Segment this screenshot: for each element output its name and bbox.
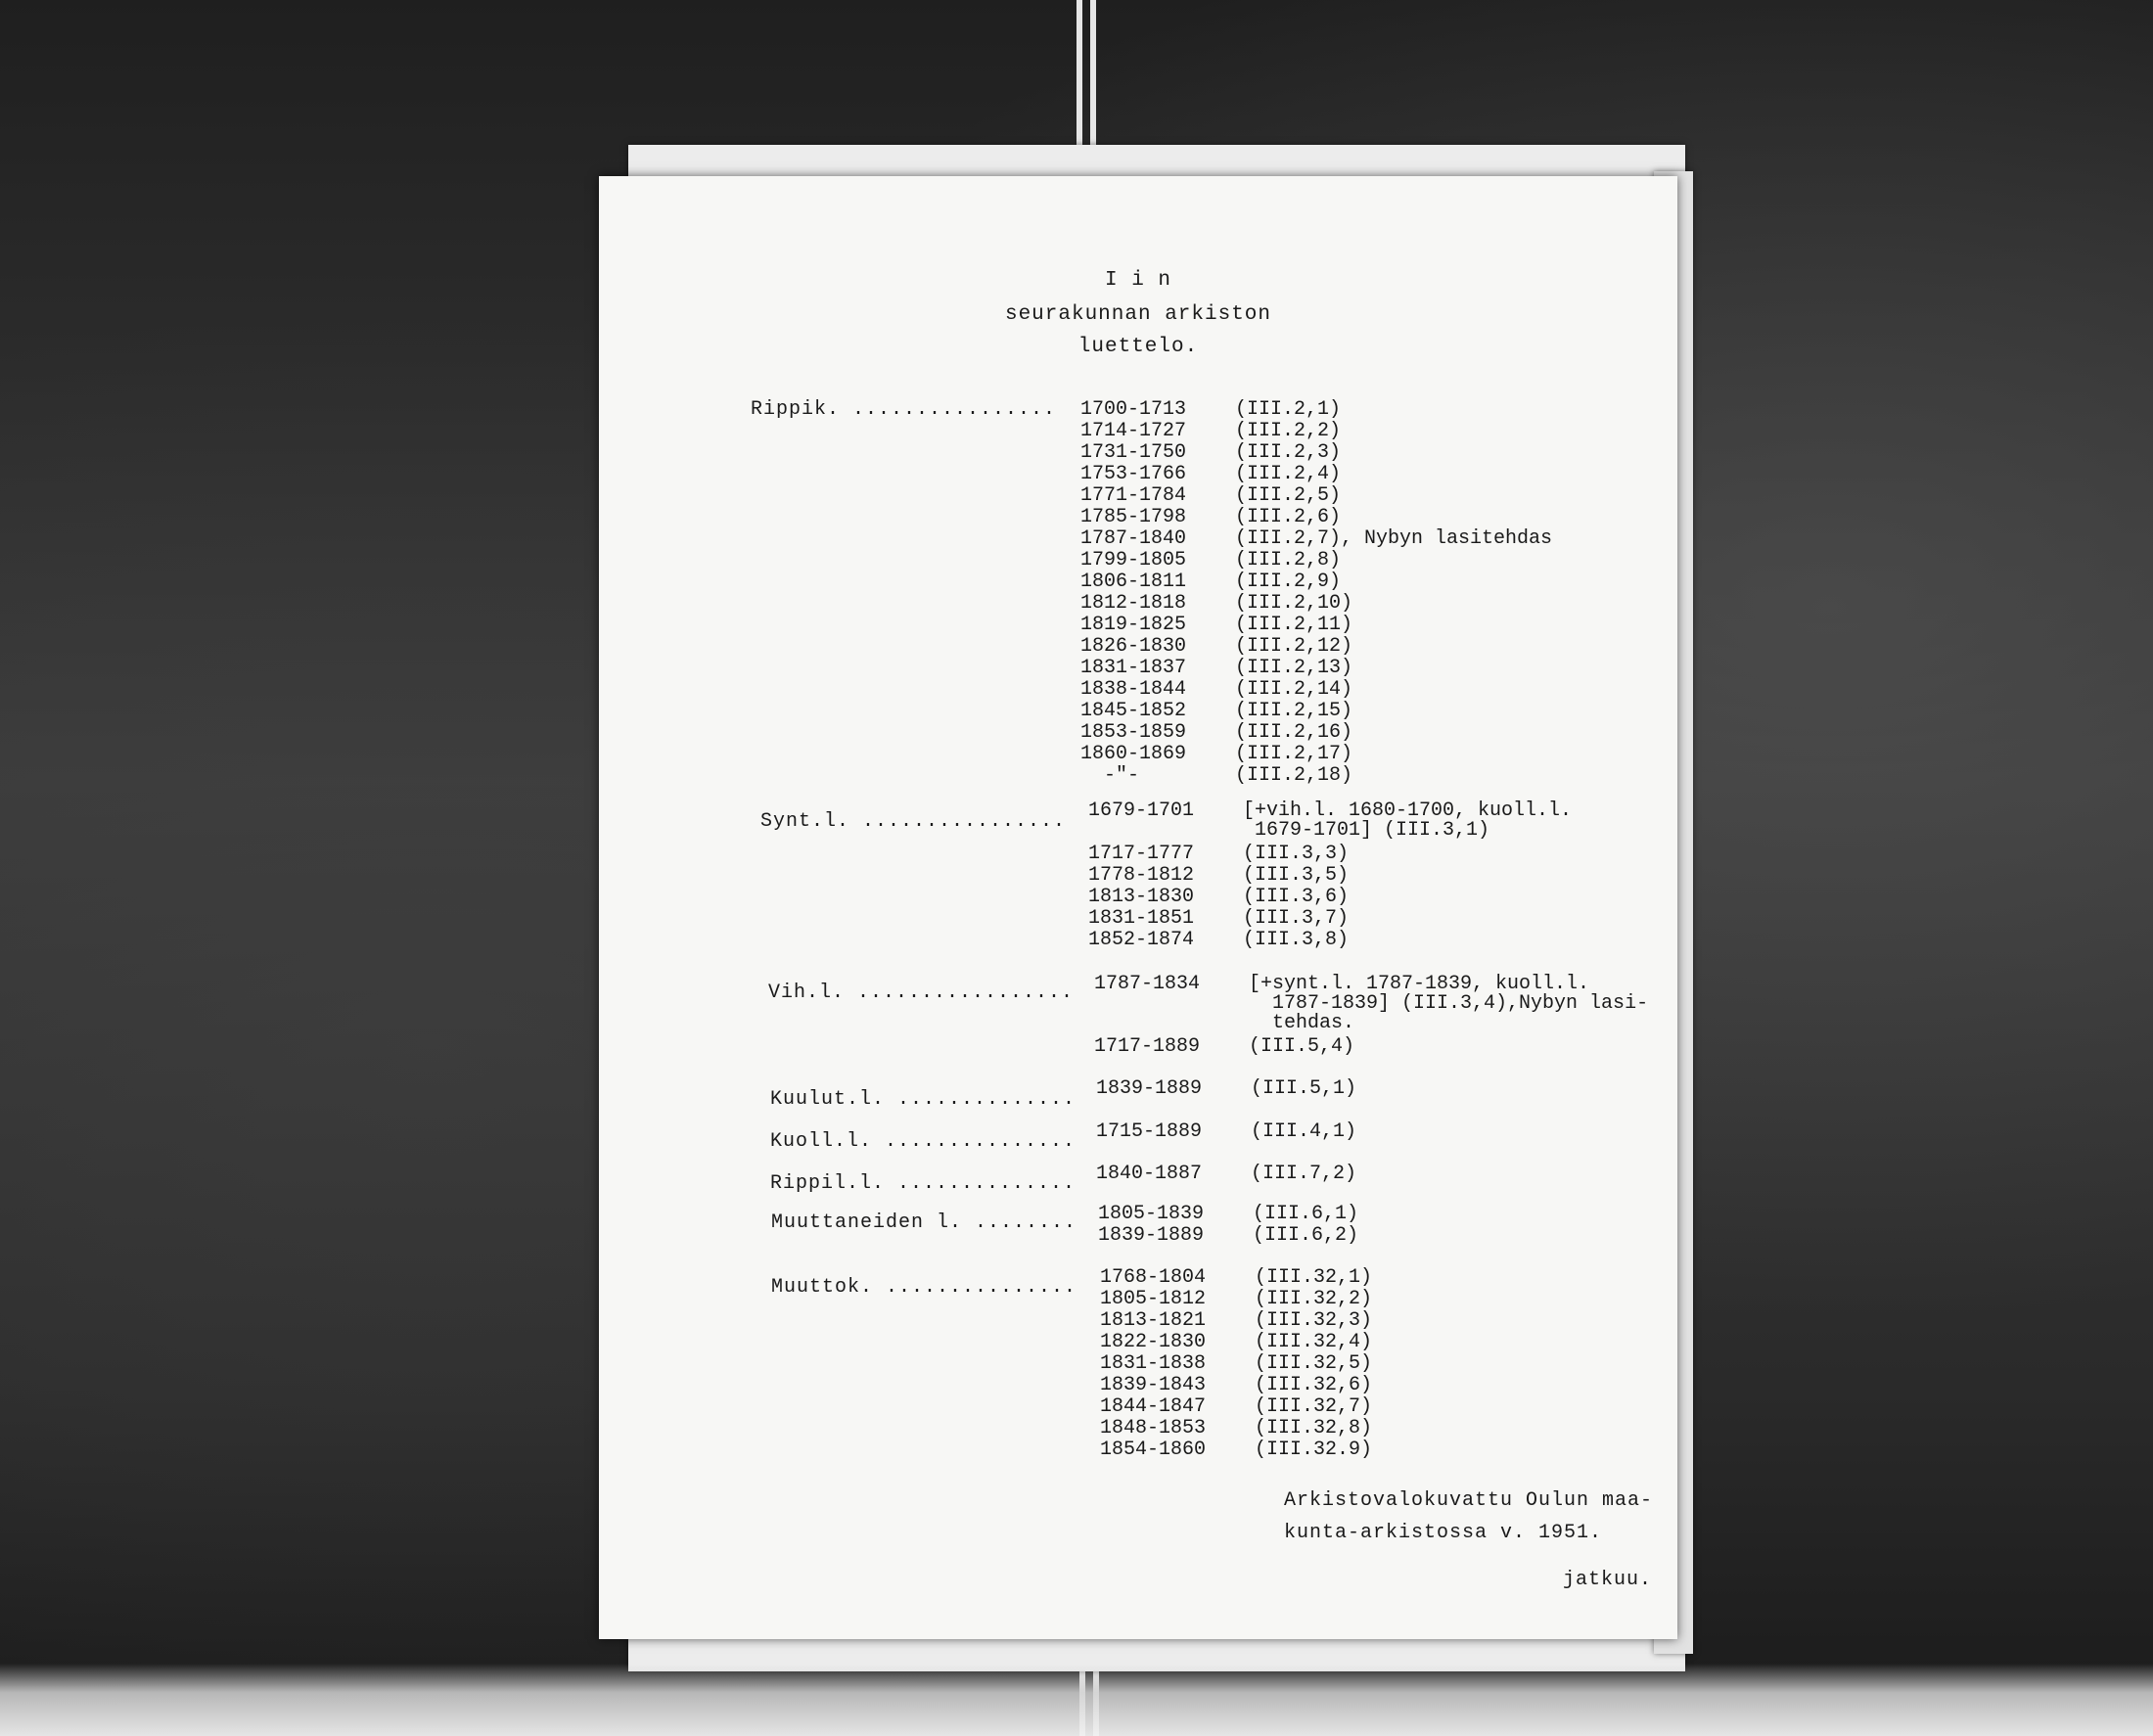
- reference: (III.32,8): [1255, 1417, 1373, 1439]
- years: 1813-1821: [1100, 1309, 1207, 1332]
- years: 1860-1869: [1080, 743, 1187, 765]
- years: 1715-1889: [1096, 1120, 1203, 1143]
- years: 1768-1804: [1100, 1266, 1207, 1289]
- section-label-rippil: Rippil.l. ..............: [770, 1172, 1076, 1195]
- reference: 1787-1839] (III.3,4),Nybyn lasi-: [1249, 992, 1649, 1015]
- reference: (III.2,16): [1235, 721, 1353, 744]
- reference: (III.32,3): [1255, 1309, 1373, 1332]
- years: 1844-1847: [1100, 1395, 1207, 1418]
- years: -"-: [1080, 764, 1140, 787]
- years: 1805-1812: [1100, 1288, 1207, 1310]
- continued-note: jatkuu.: [1563, 1569, 1653, 1591]
- years: 1854-1860: [1100, 1439, 1207, 1461]
- reference: tehdas.: [1249, 1012, 1355, 1034]
- reference: (III.4,1): [1251, 1120, 1357, 1143]
- reference: (III.32,7): [1255, 1395, 1373, 1418]
- reference: (III.2,5): [1235, 484, 1342, 507]
- reference: (III.2,2): [1235, 420, 1342, 442]
- reference: (III.32,2): [1255, 1288, 1373, 1310]
- reference: (III.2,15): [1235, 700, 1353, 722]
- reference: (III.5,4): [1249, 1035, 1355, 1058]
- years: 1700-1713: [1080, 398, 1187, 421]
- catalogue-page: [599, 176, 1677, 1639]
- reference: (III.3,5): [1243, 864, 1350, 887]
- years: 1852-1874: [1088, 929, 1195, 951]
- reference: (III.2,11): [1235, 614, 1353, 636]
- archive-photo-note-line1: Arkistovalokuvattu Oulun maa-: [1284, 1489, 1654, 1512]
- reference: (III.5,1): [1251, 1077, 1357, 1100]
- reference: (III.2,13): [1235, 657, 1353, 679]
- years: 1845-1852: [1080, 700, 1187, 722]
- archive-photo-note-line2: kunta-arkistossa v. 1951.: [1284, 1522, 1603, 1544]
- years: 1831-1838: [1100, 1352, 1207, 1375]
- reference: (III.2,3): [1235, 441, 1342, 464]
- page-subtitle: seurakunnan arkiston: [1004, 303, 1272, 326]
- reference: (III.6,1): [1253, 1203, 1359, 1225]
- reference: (III.2,1): [1235, 398, 1342, 421]
- page-subtitle-2: luettelo.: [1077, 336, 1199, 358]
- reference: (III.32,6): [1255, 1374, 1373, 1396]
- years: 1679-1701: [1088, 799, 1195, 822]
- reference: (III.6,2): [1253, 1224, 1359, 1247]
- reference: (III.32.9): [1255, 1439, 1373, 1461]
- years: 1826-1830: [1080, 635, 1187, 658]
- section-label-vih: Vih.l. .................: [768, 982, 1075, 1004]
- years: 1819-1825: [1080, 614, 1187, 636]
- reference: (III.2,6): [1235, 506, 1342, 528]
- years: 1839-1843: [1100, 1374, 1207, 1396]
- reference: (III.3,8): [1243, 929, 1350, 951]
- reference: (III.2,7), Nybyn lasitehdas: [1235, 527, 1553, 550]
- years: 1813-1830: [1088, 886, 1195, 908]
- reference: 1679-1701] (III.3,1): [1243, 819, 1490, 842]
- years: 1753-1766: [1080, 463, 1187, 485]
- reference: (III.2,14): [1235, 678, 1353, 701]
- reference: (III.32,5): [1255, 1352, 1373, 1375]
- section-label-muuttok: Muuttok. ...............: [771, 1276, 1077, 1299]
- reference: (III.2,9): [1235, 571, 1342, 593]
- years: 1831-1851: [1088, 907, 1195, 930]
- years: 1831-1837: [1080, 657, 1187, 679]
- years: 1771-1784: [1080, 484, 1187, 507]
- years: 1717-1777: [1088, 843, 1195, 865]
- section-label-kuulut: Kuulut.l. ..............: [770, 1088, 1076, 1111]
- section-label-muuttaneiden: Muuttaneiden l. ........: [771, 1211, 1077, 1234]
- reference: (III.2,12): [1235, 635, 1353, 658]
- reference: (III.2,10): [1235, 592, 1353, 615]
- years: 1714-1727: [1080, 420, 1187, 442]
- section-label-synt: Synt.l. ................: [760, 810, 1067, 833]
- years: 1787-1840: [1080, 527, 1187, 550]
- bottom-glare: [0, 1664, 2153, 1736]
- reference: (III.2,18): [1235, 764, 1353, 787]
- years: 1838-1844: [1080, 678, 1187, 701]
- reference: [+vih.l. 1680-1700, kuoll.l.: [1243, 799, 1573, 822]
- reference: (III.3,6): [1243, 886, 1350, 908]
- years: 1805-1839: [1098, 1203, 1205, 1225]
- years: 1853-1859: [1080, 721, 1187, 744]
- years: 1840-1887: [1096, 1163, 1203, 1185]
- reference: (III.32,1): [1255, 1266, 1373, 1289]
- years: 1839-1889: [1096, 1077, 1203, 1100]
- reference: (III.32,4): [1255, 1331, 1373, 1353]
- reference: (III.3,7): [1243, 907, 1350, 930]
- reference: (III.7,2): [1251, 1163, 1357, 1185]
- section-label-kuoll: Kuoll.l. ...............: [770, 1130, 1076, 1153]
- years: 1812-1818: [1080, 592, 1187, 615]
- years: 1822-1830: [1100, 1331, 1207, 1353]
- years: 1787-1834: [1094, 973, 1201, 995]
- reference: (III.2,8): [1235, 549, 1342, 571]
- reference: (III.2,17): [1235, 743, 1353, 765]
- page-title: I i n: [1104, 269, 1171, 292]
- years: 1799-1805: [1080, 549, 1187, 571]
- years: 1731-1750: [1080, 441, 1187, 464]
- years: 1848-1853: [1100, 1417, 1207, 1439]
- years: 1806-1811: [1080, 571, 1187, 593]
- reference: (III.2,4): [1235, 463, 1342, 485]
- reference: (III.3,3): [1243, 843, 1350, 865]
- years: 1778-1812: [1088, 864, 1195, 887]
- section-label-rippik: Rippik. ................: [751, 398, 1057, 421]
- years: 1839-1889: [1098, 1224, 1205, 1247]
- reference: [+synt.l. 1787-1839, kuoll.l.: [1249, 973, 1590, 995]
- years: 1785-1798: [1080, 506, 1187, 528]
- years: 1717-1889: [1094, 1035, 1201, 1058]
